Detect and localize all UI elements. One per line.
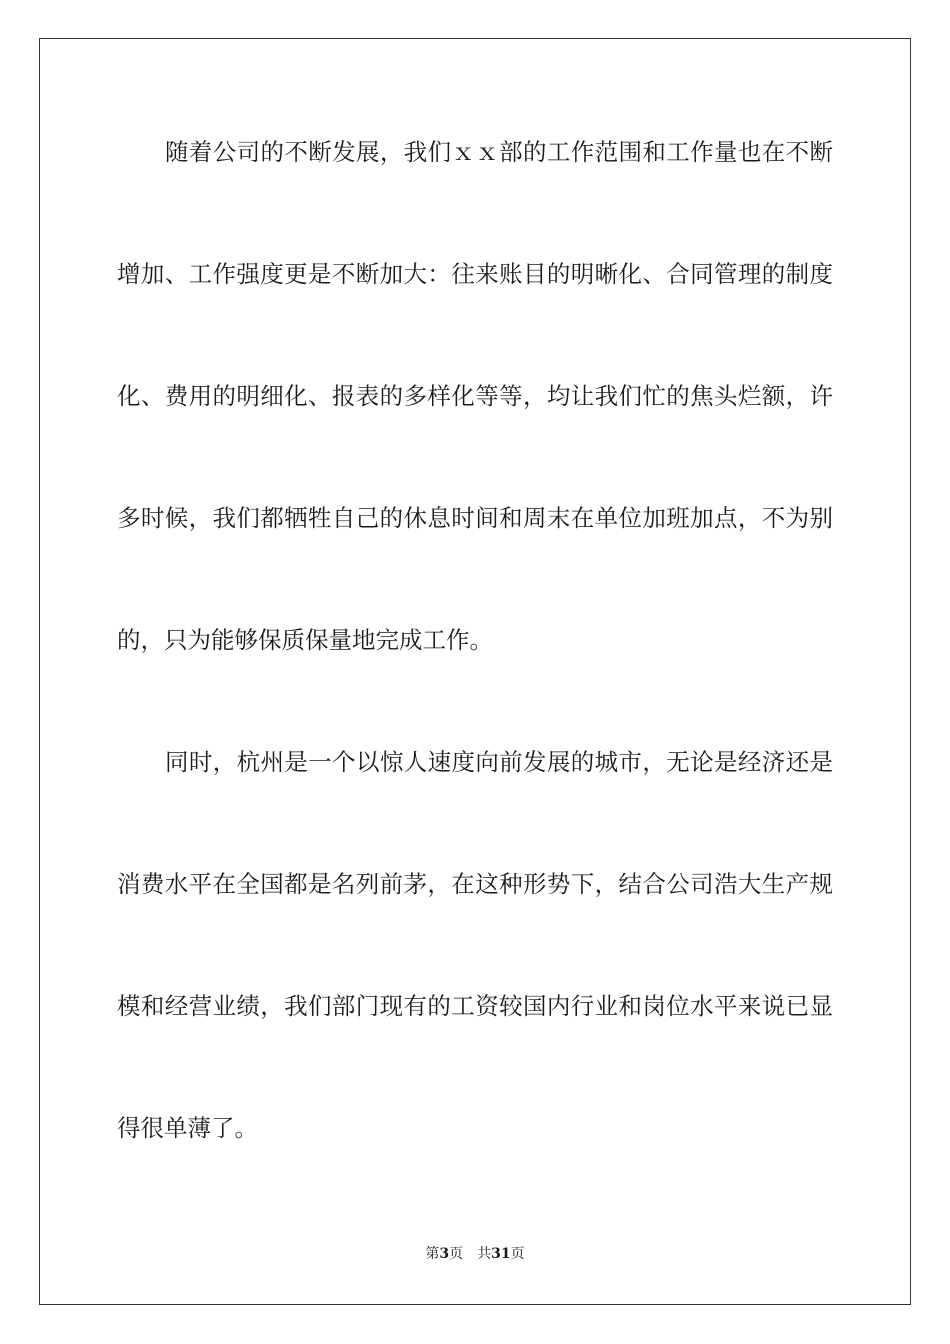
paragraph-1-line-5: 的，只为能够保质保量地完成工作。 xyxy=(117,626,493,654)
paragraph-2-line-3: 模和经营业绩，我们部门现有的工资较国内行业和岗位水平来说已显 xyxy=(117,992,833,1020)
paragraph-1-line-4: 多时候，我们都牺牲自己的休息时间和周末在单位加班加点，不为别 xyxy=(117,504,833,532)
page-suffix: 页 xyxy=(449,1246,464,1262)
page-footer xyxy=(0,1244,950,1264)
total-prefix: 共 xyxy=(477,1246,492,1262)
paragraph-1-line-3: 化、费用的明细化、报表的多样化等等，均让我们忙的焦头烂额，许 xyxy=(117,382,833,410)
total-pages: 31 xyxy=(491,1246,511,1262)
paragraph-2-line-1: 同时，杭州是一个以惊人速度向前发展的城市，无论是经济还是 xyxy=(165,748,833,776)
paragraph-2-line-2: 消费水平在全国都是名列前茅，在这种形势下，结合公司浩大生产规 xyxy=(117,870,833,898)
page-number: 3 xyxy=(439,1246,450,1262)
paragraph-1-line-1: 随着公司的不断发展，我们ｘｘ部的工作范围和工作量也在不断 xyxy=(165,138,833,166)
total-suffix: 页 xyxy=(510,1246,525,1262)
paragraph-1-line-2: 增加、工作强度更是不断加大：往来账目的明晰化、合同管理的制度 xyxy=(117,260,833,288)
paragraph-2-line-4: 得很单薄了。 xyxy=(117,1114,258,1142)
page-prefix: 第 xyxy=(425,1246,440,1262)
